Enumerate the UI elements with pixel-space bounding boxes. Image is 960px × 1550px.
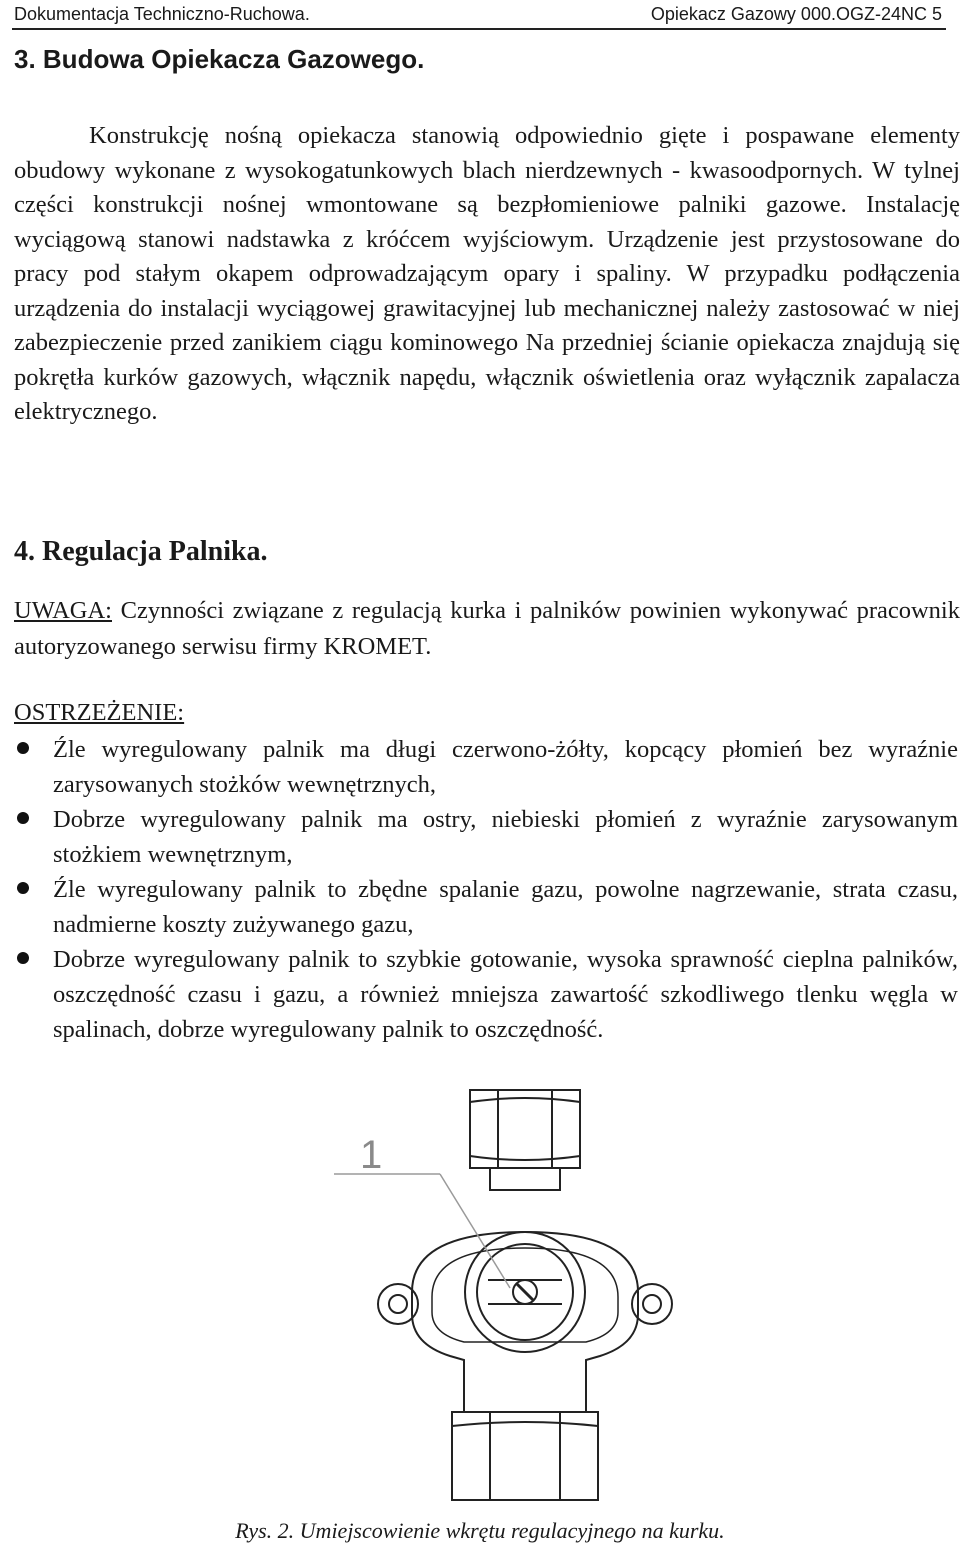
section-3-title: 3. Budowa Opiekacza Gazowego. — [14, 44, 425, 74]
warning-item-text: Źle wyregulowany palnik to zbędne spalanie gazu, powolne nagrzewanie, strata czasu, nadmierne koszty zużywanego gazu, — [53, 876, 958, 938]
part-number-label: 1 — [360, 1133, 383, 1177]
header-doc-title: Dokumentacja Techniczno-Ruchowa. — [14, 4, 310, 24]
warning-item-text: Dobrze wyregulowany palnik to szybkie gotowanie, wysoka sprawność cieplna palników, oszczędność czasu i gazu, a również mniejsza zawartość szkodliwego tlenku węgla w spalinach, dobrze wyregulowany palnik to oszczędność. — [53, 946, 958, 1043]
part-label-1 — [334, 1133, 510, 1288]
figure-caption: Rys. 2. Umiejscowienie wkrętu regulacyjnego na kurku. — [235, 1518, 725, 1543]
warning-item — [0, 802, 960, 872]
warning-item — [0, 872, 960, 942]
warning-list — [0, 732, 960, 1047]
gas-valve-drawing — [320, 1082, 700, 1502]
bottom-nut — [452, 1412, 598, 1500]
uwaga-text: Czynności związane z regulacją kurka i palników powinien wykonywać pracownik autoryzowanego serwisu firmy KROMET. — [14, 597, 960, 660]
warning-item — [0, 942, 960, 1047]
top-nut — [470, 1090, 580, 1168]
warning-item-text: Źle wyregulowany palnik ma długi czerwono-żółty, kopcący płomień bez wyraźnie zarysowanych stożków wewnętrznych, — [53, 736, 958, 798]
warning-item-text: Dobrze wyregulowany palnik ma ostry, niebieski płomień z wyraźnie zarysowanym stożkiem wewnętrznym, — [53, 806, 958, 868]
section-3-text: Konstrukcję nośną opiekacza stanowią odpowiednio gięte i pospawane elementy obudowy wykonane z wysokogatunkowych blach nierdzewnych - kwasoodpornych. W tylnej części konstrukcji nośnej wmontowane są bezpłomieniowe palniki gazowe. Instalację wyciągową stanowi nadstawka z króćcem wyjściowym. Urządzenie jest przystosowane do pracy pod stałym okapem odprowadzającym opary i spaliny. W przypadku podłączenia urządzenia do instalacji wyciągowej grawitacyjnej lub mechanicznej należy zastosować w niej zabezpieczenie przed zanikiem ciągu kominowego Na przedniej ścianie opiekacza znajdują się pokrętła kurków gazowych, włącznik napędu, włącznik oświetlenia oraz wyłącznik zapalacza elektrycznego. — [14, 122, 960, 425]
warning-label: OSTRZEŻENIE: — [14, 699, 185, 726]
bullet-icon — [17, 882, 29, 894]
page-header — [12, 2, 946, 30]
section-3-paragraph — [14, 119, 960, 430]
regulation-screw — [465, 1232, 585, 1352]
bullet-icon — [17, 952, 29, 964]
warning-item — [0, 732, 960, 802]
uwaga-label: UWAGA: — [14, 597, 112, 624]
header-product-page: Opiekacz Gazowy 000.OGZ-24NC 5 — [650, 4, 942, 24]
valve-body — [412, 1232, 638, 1412]
bullet-icon — [17, 812, 29, 824]
uwaga-note — [14, 593, 960, 665]
bullet-icon — [17, 742, 29, 754]
section-4-title: 4. Regulacja Palnika. — [14, 536, 268, 567]
